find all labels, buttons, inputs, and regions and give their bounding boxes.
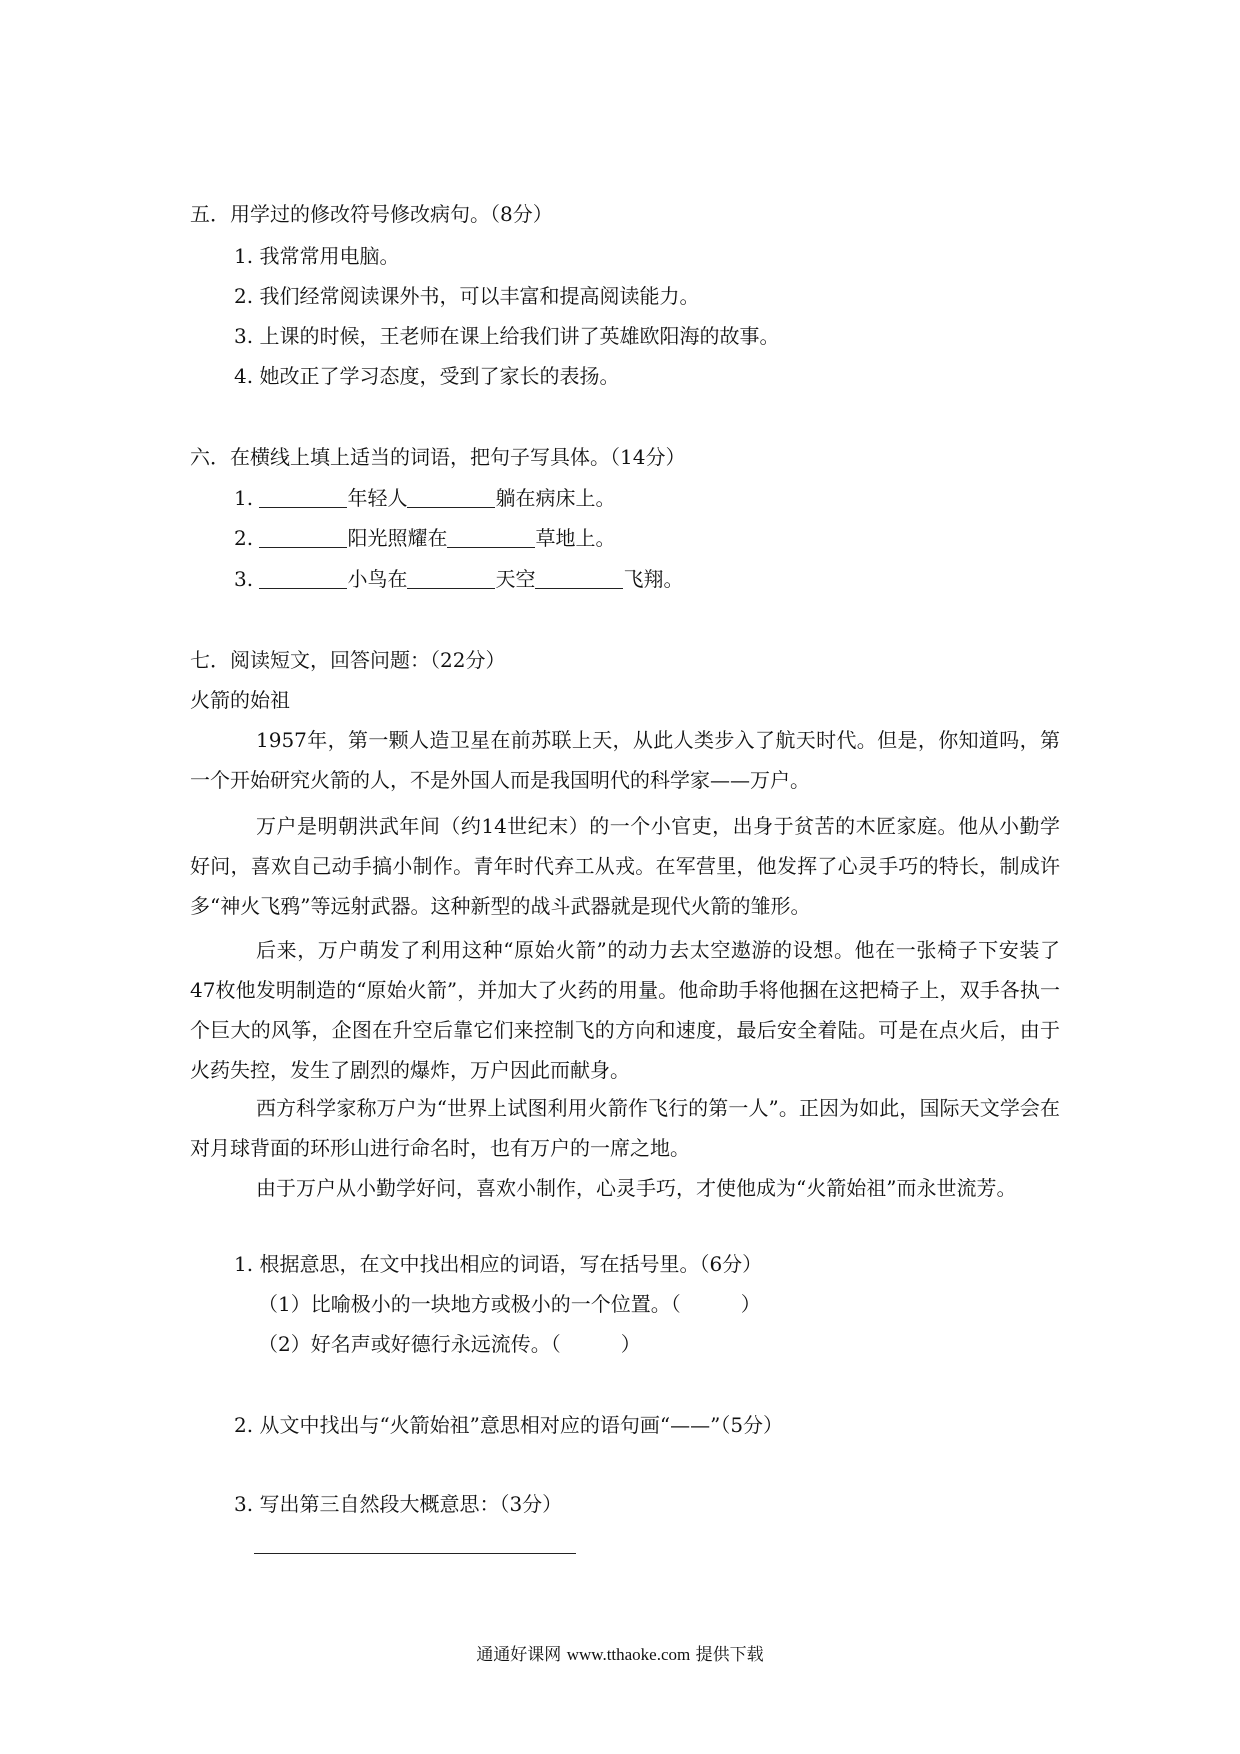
article-paragraph-1: 1957年，第一颗人造卫星在前苏联上天，从此人类步入了航天时代。但是，你知道吗，第一个开始研究火箭的人，不是外国人而是我国明代的科学家——万户。 bbox=[190, 728, 1060, 792]
article-paragraph-3: 后来，万户萌发了利用这种“原始火箭”的动力去太空遨游的设想。他在一张椅子下安装了47枚他发明制造的“原始火箭”，并加大了火药的用量。他命助手将他捆在这把椅子上，双手各执一个巨大的风筝，企图在升空后靠它们来控制飞的方向和速度，最后安全着陆。可是在点火后，由于火药失控，发生了剧烈的爆炸，万户因此而献身。 bbox=[190, 938, 1060, 1082]
question-2: 2. 从文中找出与“火箭始祖”意思相对应的语句画“——”（5分） bbox=[234, 1413, 784, 1437]
item-number: 3. bbox=[234, 567, 254, 591]
fill-blank[interactable] bbox=[259, 487, 347, 508]
sentence-part: 躺在病床上。 bbox=[495, 486, 616, 510]
sentence-part: 飞翔。 bbox=[623, 567, 684, 591]
sentence-part: 阳光照耀在 bbox=[347, 526, 448, 550]
sentence-part: 小鸟在 bbox=[347, 567, 408, 591]
answer-line[interactable] bbox=[254, 1553, 576, 1554]
section5-title: 五．用学过的修改符号修改病句。（8分） bbox=[190, 202, 553, 226]
fill-blank[interactable] bbox=[447, 527, 535, 548]
fill-blank[interactable] bbox=[535, 568, 623, 589]
footer-site: 通通好课网 bbox=[476, 1645, 562, 1665]
footer-url[interactable]: www.tthaoke.com bbox=[566, 1645, 691, 1664]
section5-item-3: 3. 上课的时候，王老师在课上给我们讲了英雄欧阳海的故事。 bbox=[234, 324, 780, 348]
section5-item-4: 4. 她改正了学习态度，受到了家长的表扬。 bbox=[234, 364, 620, 388]
section6-item-3 bbox=[234, 565, 683, 593]
article-paragraph-5: 由于万户从小勤学好问，喜欢小制作，心灵手巧，才使他成为“火箭始祖”而永世流芳。 bbox=[256, 1176, 1017, 1200]
sentence-part: 草地上。 bbox=[535, 526, 616, 550]
question-3: 3. 写出第三自然段大概意思：（3分） bbox=[234, 1492, 563, 1516]
section6-title: 六．在横线上填上适当的词语，把句子写具体。（14分） bbox=[190, 445, 686, 469]
section7-title: 七．阅读短文，回答问题：（22分） bbox=[190, 648, 506, 672]
question-1-sub-2: （2）好名声或好德行永远流传。（ ） bbox=[258, 1332, 641, 1356]
footer-suffix: 提供下载 bbox=[695, 1645, 764, 1665]
item-number: 2. bbox=[234, 526, 254, 550]
question-1: 1. 根据意思，在文中找出相应的词语，写在括号里。（6分） bbox=[234, 1252, 763, 1276]
fill-blank[interactable] bbox=[259, 527, 347, 548]
article-paragraph-2: 万户是明朝洪武年间（约14世纪末）的一个小官吏，出身于贫苦的木匠家庭。他从小勤学好问，喜欢自己动手搞小制作。青年时代弃工从戎。在军营里，他发挥了心灵手巧的特长，制成许多“神火飞鸦”等远射武器。这种新型的战斗武器就是现代火箭的雏形。 bbox=[190, 814, 1060, 918]
section6-item-1 bbox=[234, 484, 615, 512]
item-number: 1. bbox=[234, 486, 254, 510]
article-paragraph-4: 西方科学家称万户为“世界上试图利用火箭作飞行的第一人”。正因为如此，国际天文学会在对月球背面的环形山进行命名时，也有万户的一席之地。 bbox=[190, 1096, 1060, 1160]
article-title: 火箭的始祖 bbox=[190, 688, 290, 712]
sentence-part: 年轻人 bbox=[347, 486, 408, 510]
fill-blank[interactable] bbox=[407, 568, 495, 589]
section6-item-2 bbox=[234, 524, 615, 552]
fill-blank[interactable] bbox=[407, 487, 495, 508]
section5-item-2: 2. 我们经常阅读课外书，可以丰富和提高阅读能力。 bbox=[234, 284, 700, 308]
page-footer bbox=[0, 1640, 1240, 1665]
sentence-part: 天空 bbox=[495, 567, 536, 591]
section5-item-1: 1. 我常常用电脑。 bbox=[234, 244, 400, 268]
question-1-sub-1: （1）比喻极小的一块地方或极小的一个位置。（ ） bbox=[258, 1292, 761, 1316]
fill-blank[interactable] bbox=[259, 568, 347, 589]
